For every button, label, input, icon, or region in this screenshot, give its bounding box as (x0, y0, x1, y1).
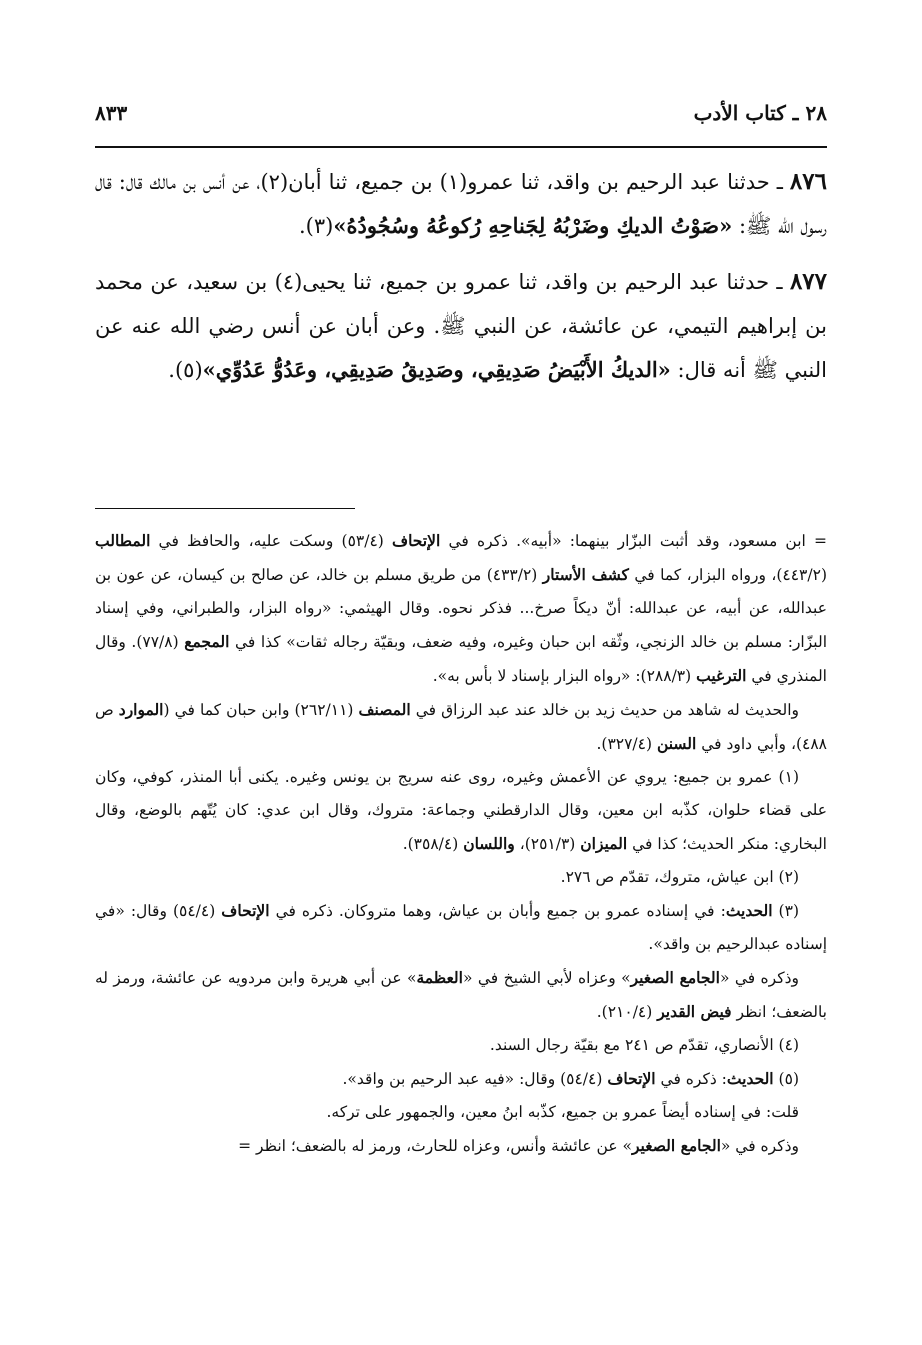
footnote-text: (٢) ابن عياش، متروك، تقدّم ص ٢٧٦. (560, 868, 799, 886)
footnote-text: : في إسناده عمرو بن جميع وأبان بن عياش، وهما متروكان. ذكره في (269, 902, 726, 920)
footnote-source-title: كشف الأستار (542, 565, 629, 584)
hadith-outro: (٥). (168, 358, 203, 382)
hadith-isnad: ـ حدثنا عبد الرحيم بن واقد، ثنا عمرو بن جميع، ثنا يحيى(٤) بن سعيد، عن محمد بن إبراهيم التيمي، عن عائشة، عن النبي ﷺ. وعن أبان عن أنس رضي الله عنه عن النبي ﷺ أنه قال: (95, 270, 827, 382)
footnote-source-title: فيض القدير (657, 1002, 732, 1021)
footnote-paragraph (95, 524, 827, 693)
footnote-paragraph (95, 1096, 827, 1129)
footnote-text: (٤٣٣/٢) من طريق مسلم بن خالد، عن صالح بن كيسان، عن عون بن عبدالله، عن أبيه، عن عبدالله: أنّ ديكاً صرخ... فذكر نحوه. وقال الهيثمي: «رواه البزار، والطبراني، وفي إسناد البزّار: مسلم بن خالد الزنجي، وثّقه ابن حبان وغيره، وفيه ضعف، وبقيّة رجاله ثقات» كذا في (95, 566, 828, 651)
footnote-text: (٣٥٨/٤). (402, 835, 464, 853)
footnote-source-title: الإتحاف (221, 901, 270, 920)
footnote-paragraph (95, 1029, 827, 1062)
chapter-title: ٢٨ ـ كتاب الأدب (693, 101, 827, 125)
footnote-source-title: الموارد (118, 700, 164, 719)
footnote-text: = ابن مسعود، وقد أثبت البزّار بينهما: «أبيه». ذكره في (440, 532, 827, 550)
footnote-source-title: المجمع (184, 632, 230, 651)
footnote-rule (95, 508, 355, 509)
hadith-876 (95, 160, 827, 248)
main-text (95, 160, 827, 404)
footnote-text: وذكره في « (720, 1137, 799, 1155)
footnote-source-title: واللسان (463, 834, 515, 853)
hadith-number: ٨٧٦ (789, 168, 827, 195)
footnote-text: والحديث له شاهد من حديث زيد بن خالد عند عبد الرزاق في (410, 701, 800, 719)
footnote-paragraph (95, 894, 827, 961)
footnote-text: (٣٢٧/٤). (596, 735, 657, 753)
footnotes (95, 524, 827, 1163)
footnote-text: ص ٤٨٨)، وأبي داود في (95, 701, 827, 753)
footnote-source-title: المصنف (358, 700, 411, 719)
footnote-source-title: الإتحاف (392, 531, 441, 550)
footnote-text: (٥٤/٤) وقال: «في إسناده عبدالرحيم بن واقد». (95, 902, 827, 953)
footnote-text: (٢٥١/٣)، (514, 835, 581, 853)
running-header (95, 98, 827, 128)
footnote-source-title: الحديث (725, 901, 773, 920)
footnote-source-title: الترغيب (696, 666, 747, 685)
footnote-paragraph (95, 1062, 827, 1096)
footnote-source-title: الحديث (726, 1069, 774, 1088)
footnote-paragraph (95, 761, 827, 861)
hadith-877 (95, 260, 827, 392)
hadith-matn: «صَوْتُ الديكِ وضَرْبُهُ لِجَناحِهِ رُكوعُهُ وسُجُودُهُ» (333, 213, 733, 238)
footnote-paragraph (95, 1129, 827, 1163)
footnote-source-title: السنن (656, 734, 697, 753)
footnote-source-title: الميزان (580, 834, 628, 853)
footnote-text: » وعزاه لأبي الشيخ في « (462, 969, 631, 987)
footnote-text: : ذكره في (655, 1070, 727, 1088)
footnote-source-title: الجامع الصغير (630, 968, 720, 987)
footnote-paragraph (95, 693, 827, 761)
footnote-source-title: الجامع الصغير (632, 1136, 721, 1155)
footnote-source-title: الإتحاف (607, 1069, 656, 1088)
page-number: ٨٣٣ (95, 101, 128, 125)
footnote-text: » عن عائشة وأنس، وعزاه للحارث، ورمز له بالضعف؛ انظر = (238, 1137, 632, 1155)
footnote-paragraph (95, 861, 827, 894)
hadith-number: ٨٧٧ (789, 268, 828, 295)
footnote-text: (٥٤/٤) وقال: «فيه عبد الرحيم بن واقد». (342, 1070, 608, 1088)
footnote-source-title: العظمة (416, 968, 463, 987)
footnote-text: (٤) الأنصاري، تقدّم ص ٢٤١ مع بقيّة رجال السند. (489, 1036, 799, 1054)
footnote-text: وذكره في « (719, 969, 799, 987)
footnote-text: (٧٧/٨). وقال المنذري في (95, 633, 827, 685)
footnote-text: (٥) (773, 1070, 799, 1088)
footnote-text: (٢٦٢/١١) وابن حبان كما في ( (163, 701, 359, 719)
footnote-paragraph (95, 961, 827, 1029)
hadith-outro: (٣). (298, 214, 334, 238)
footnote-text: (٢١٠/٤). (596, 1003, 658, 1021)
footnote-text: (٣) (772, 902, 799, 920)
footnote-text: (٤٤٣/٢)، ورواه البزار، كما في (628, 566, 827, 584)
footnote-text: (١) عمرو بن جميع: يروي عن الأعمش وغيره، روى عنه سريج بن يونس وغيره. يكنى أبا المنذر، كوفي، وكان على قضاء حلوان، كذّبه ابن معين، وقال الدارقطني وجماعة: متروك، وقال ابن عدي: كان يُتّهم بالوضع، وقال البخاري: منكر الحديث؛ كذا في (95, 768, 827, 853)
footnote-source-title: المطالب (95, 531, 151, 550)
header-rule (95, 146, 827, 148)
footnote-text: (٢٨٨/٣): «رواه البزار بإسناد لا بأس به». (432, 667, 697, 685)
footnote-text: (٥٣/٤) وسكت عليه، والحافظ في (150, 532, 393, 550)
footnote-text: قلت: في إسناده أيضاً عمرو بن جميع، كذّبه ابنُ معين، والجمهور على تركه. (326, 1103, 799, 1121)
footnote-text: » عن أبي هريرة وابن مردويه عن عائشة، ورمز له بالضعف؛ انظر (95, 969, 827, 1021)
hadith-matn: «الديكُ الأَبْيَضُ صَدِيقِي، وصَدِيقُ صَدِيقِي، وعَدُوُّ عَدُوِّي» (202, 357, 671, 382)
hadith-isnad: ـ حدثنا عبد الرحيم بن واقد، ثنا عمرو(١) بن جميع، ثنا أبان(٢)، عن أنس بن مالك قال: قال رسول الله ﷺ: (95, 170, 827, 238)
